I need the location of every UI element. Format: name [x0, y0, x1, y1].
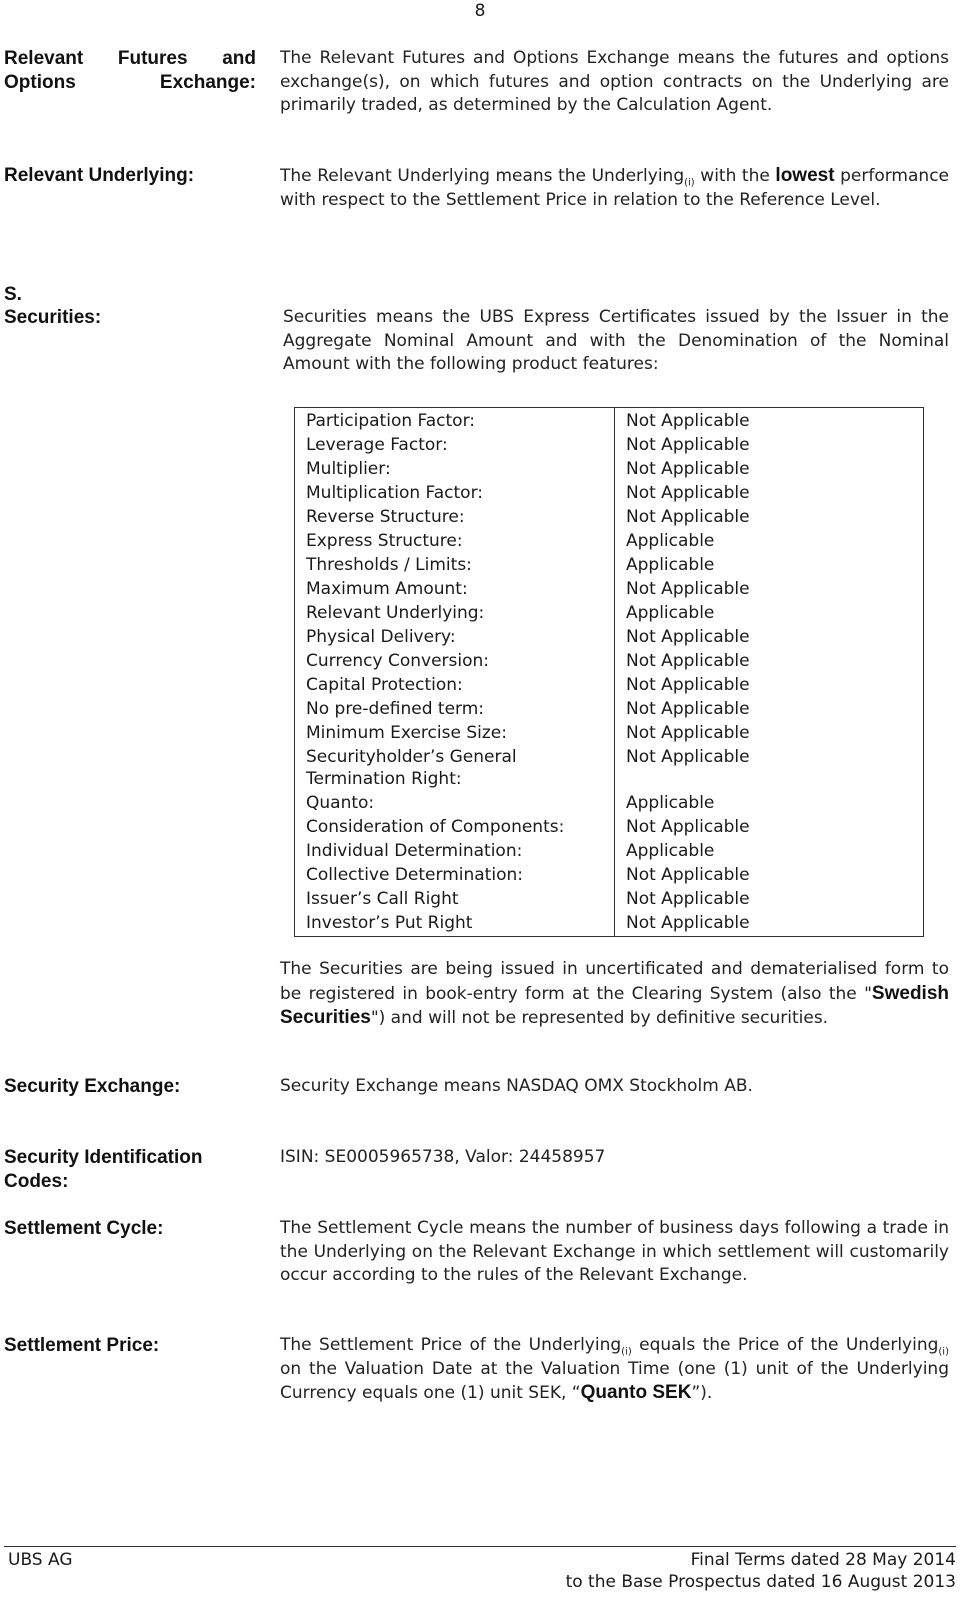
- feature-name: Reverse Structure:: [295, 505, 615, 529]
- feature-name: Multiplication Factor:: [295, 481, 615, 505]
- feature-value: Not Applicable: [615, 863, 924, 887]
- feature-value: Not Applicable: [615, 649, 924, 673]
- feature-row: [295, 673, 924, 697]
- feature-value: Not Applicable: [615, 887, 924, 911]
- definition-text: Securities means the UBS Express Certificates issued by the Issuer in the Aggregate Nominal Amount and with the Denomination of the Nominal Amount with the following product features:: [283, 307, 949, 374]
- page-footer: [4, 1546, 956, 1592]
- definition-text: The Relevant Futures and Options Exchange means the futures and options exchange(s), on which futures and option contracts on the Underlying are primarily traded, as determined by the Calculation Agent.: [280, 48, 949, 115]
- feature-value: Applicable: [615, 553, 924, 577]
- section-letter: S.: [4, 284, 22, 305]
- feature-name: Leverage Factor:: [295, 433, 615, 457]
- feature-value: Not Applicable: [615, 577, 924, 601]
- feature-value: Not Applicable: [615, 625, 924, 649]
- footer-terms: [566, 1549, 956, 1593]
- feature-row: [295, 815, 924, 839]
- feature-value: Not Applicable: [615, 457, 924, 481]
- feature-value: Applicable: [615, 791, 924, 815]
- feature-row: [295, 839, 924, 863]
- definition-text: Security Exchange means NASDAQ OMX Stockholm AB.: [280, 1076, 753, 1096]
- definition-text: The Settlement Cycle means the number of business days following a trade in the Underlying on the Relevant Exchange in which settlement will customarily occur according to the rules of the Relevant Exchange.: [280, 1218, 949, 1285]
- feature-name: Relevant Underlying:: [295, 601, 615, 625]
- feature-value: Not Applicable: [615, 408, 924, 434]
- feature-row: [295, 791, 924, 815]
- feature-name: Multiplier:: [295, 457, 615, 481]
- feature-value: Applicable: [615, 529, 924, 553]
- feature-value: Applicable: [615, 839, 924, 863]
- definition-text: The Relevant Underlying means the Underlying$_{(i)}$ with the lowest performance with respect to the Settlement Price in relation to the Reference Level.: [280, 165, 949, 210]
- feature-value: Not Applicable: [615, 481, 924, 505]
- feature-row: [295, 625, 924, 649]
- feature-row: [295, 529, 924, 553]
- feature-value: Not Applicable: [615, 673, 924, 697]
- feature-value: Not Applicable: [615, 433, 924, 457]
- feature-name: Minimum Exercise Size:: [295, 721, 615, 745]
- feature-name: Participation Factor:: [295, 408, 615, 434]
- feature-row: [295, 745, 924, 791]
- feature-value: Applicable: [615, 601, 924, 625]
- feature-name: Securityholder’s General Termination Right:: [295, 745, 615, 791]
- footer-issuer: UBS AG: [8, 1550, 73, 1570]
- feature-row: [295, 601, 924, 625]
- feature-value: Not Applicable: [615, 745, 924, 791]
- feature-name: Capital Protection:: [295, 673, 615, 697]
- feature-value: Not Applicable: [615, 911, 924, 937]
- term-label: Security Identification Codes:: [4, 1147, 203, 1192]
- feature-row: [295, 697, 924, 721]
- feature-name: Issuer’s Call Right: [295, 887, 615, 911]
- feature-name: Maximum Amount:: [295, 577, 615, 601]
- feature-name: No pre-defined term:: [295, 697, 615, 721]
- feature-row: [295, 911, 924, 937]
- feature-name: Express Structure:: [295, 529, 615, 553]
- feature-name: Collective Determination:: [295, 863, 615, 887]
- feature-value: Not Applicable: [615, 815, 924, 839]
- feature-name: Quanto:: [295, 791, 615, 815]
- feature-name: Investor’s Put Right: [295, 911, 615, 937]
- feature-value: Not Applicable: [615, 697, 924, 721]
- feature-row: [295, 863, 924, 887]
- feature-row: [295, 408, 924, 434]
- feature-row: [295, 457, 924, 481]
- footer-final-terms: Final Terms dated 28 May 2014: [690, 1550, 956, 1570]
- feature-value: Not Applicable: [615, 505, 924, 529]
- footer-base-prospectus: to the Base Prospectus dated 16 August 2013: [565, 1572, 956, 1592]
- feature-row: [295, 481, 924, 505]
- term-label: Securities:: [4, 307, 102, 328]
- term-label: Settlement Cycle:: [4, 1218, 164, 1239]
- feature-row: [295, 553, 924, 577]
- feature-name: Physical Delivery:: [295, 625, 615, 649]
- term-label: Relevant Futures and Options Exchange:: [4, 48, 256, 93]
- definition-text: The Settlement Price of the Underlying$_{(i)}$ equals the Price of the Underlying$_{(i)}$ on the Valuation Date at the Valuation Time (one (1) unit of the Underlying Currency equals one (1) unit SEK, “Quanto SEK”).: [280, 1335, 949, 1403]
- feature-row: [295, 887, 924, 911]
- feature-row: [295, 505, 924, 529]
- feature-row: [295, 721, 924, 745]
- definition-text: The Securities are being issued in uncertificated and dematerialised form to be registered in book-entry form at the Clearing System (also the "Swedish Securities") and will not be represented by definitive securities.: [280, 959, 949, 1028]
- feature-name: Individual Determination:: [295, 839, 615, 863]
- term-label: Security Exchange:: [4, 1076, 181, 1097]
- term-label: Relevant Underlying:: [4, 165, 195, 186]
- feature-row: [295, 577, 924, 601]
- term-label: Settlement Price:: [4, 1335, 160, 1356]
- feature-row: [295, 649, 924, 673]
- feature-name: Thresholds / Limits:: [295, 553, 615, 577]
- feature-value: Not Applicable: [615, 721, 924, 745]
- feature-name: Consideration of Components:: [295, 815, 615, 839]
- feature-name: Currency Conversion:: [295, 649, 615, 673]
- feature-row: [295, 433, 924, 457]
- page-number: 8: [474, 1, 486, 21]
- definition-text: ISIN: SE0005965738, Valor: 24458957: [280, 1147, 606, 1167]
- product-features-table: [294, 407, 924, 937]
